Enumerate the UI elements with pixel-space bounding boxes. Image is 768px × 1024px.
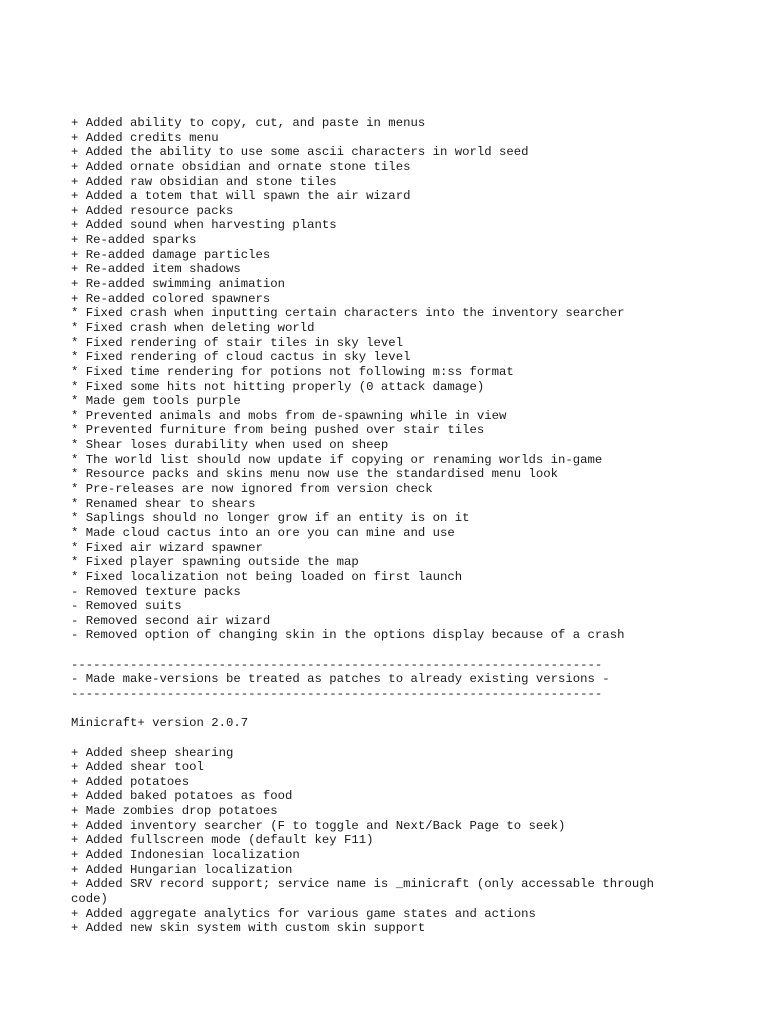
changelog-line: * Fixed rendering of stair tiles in sky level — [71, 335, 404, 350]
changelog-line: * Fixed some hits not hitting properly (0 attack damage) — [71, 379, 485, 394]
changelog-line: - Removed option of changing skin in the options display because of a crash — [71, 628, 625, 643]
changelog-line: * Fixed rendering of cloud cactus in sky level — [71, 350, 411, 365]
blank-line — [71, 731, 681, 746]
changelog-line: + Added ability to copy, cut, and paste in menus — [71, 116, 426, 130]
changelog-line: + Added sheep shearing — [71, 745, 234, 760]
changelog-line: * Fixed time rendering for potions not following m:ss format — [71, 364, 514, 379]
notice-rule-bottom: ------------------------------------------------------------------------ — [71, 686, 603, 701]
changelog-line: * Made cloud cactus into an ore you can mine and use — [71, 525, 455, 540]
changelog-line: + Re-added damage particles — [71, 247, 271, 262]
changelog-line: + Added potatoes — [71, 774, 190, 789]
changelog-line: * Saplings should no longer grow if an entity is on it — [71, 511, 470, 526]
blank-line — [71, 643, 681, 658]
changelog-line: * Prevented animals and mobs from de-spawning while in view — [71, 408, 507, 423]
changelog-line: * Resource packs and skins menu now use the standardised menu look — [71, 467, 559, 482]
changelog-line: + Added SRV record support; service name is _minicraft (only accessable through — [71, 877, 654, 892]
changelog-line: * Shear loses durability when used on sheep — [71, 438, 389, 453]
changelog-document — [71, 116, 681, 936]
changelog-line: + Added Hungarian localization — [71, 862, 293, 877]
changelog-line: + Added ornate obsidian and ornate stone tiles — [71, 159, 411, 174]
changelog-line: + Re-added colored spawners — [71, 291, 271, 306]
changelog-line: * Fixed player spawning outside the map — [71, 555, 359, 570]
changelog-section-list — [71, 746, 681, 936]
blank-line — [71, 702, 681, 717]
changelog-line: * Fixed localization not being loaded on first launch — [71, 569, 463, 584]
changelog-line: + Re-added swimming animation — [71, 277, 286, 292]
changelog-line: * Pre-releases are now ignored from version check — [71, 482, 433, 497]
changelog-line: * Prevented furniture from being pushed over stair tiles — [71, 423, 485, 438]
changelog-line: + Added resource packs — [71, 203, 234, 218]
changelog-line: * Fixed crash when deleting world — [71, 320, 315, 335]
changelog-line: + Added new skin system with custom skin support — [71, 921, 426, 936]
changelog-line: - Removed suits — [71, 599, 182, 614]
changelog-line: + Added credits menu — [71, 130, 219, 145]
changelog-line: * Renamed shear to shears — [71, 496, 256, 511]
changelog-line: * The world list should now update if copying or renaming worlds in-game — [71, 452, 603, 467]
changelog-line: + Added Indonesian localization — [71, 848, 300, 863]
changelog-line: + Added sound when harvesting plants — [71, 218, 337, 233]
changelog-line: - Removed texture packs — [71, 584, 241, 599]
changelog-line: + Added inventory searcher (F to toggle and Next/Back Page to seek) — [71, 818, 566, 833]
changelog-line: + Made zombies drop potatoes — [71, 804, 278, 819]
changelog-line: + Added fullscreen mode (default key F11) — [71, 833, 374, 848]
changelog-line: * Fixed air wizard spawner — [71, 540, 263, 555]
changelog-line: code) — [71, 891, 108, 906]
changelog-line: + Re-added sparks — [71, 233, 197, 248]
changelog-line: + Added baked potatoes as food — [71, 789, 293, 804]
notice-rule-top: ------------------------------------------------------------------------ — [71, 657, 603, 672]
version-heading: Minicraft+ version 2.0.7 — [71, 716, 249, 731]
changelog-section-list — [71, 116, 681, 643]
changelog-line: + Added the ability to use some ascii characters in world seed — [71, 145, 529, 160]
changelog-line: * Made gem tools purple — [71, 394, 241, 409]
notice-box — [71, 658, 681, 702]
changelog-line: + Re-added item shadows — [71, 262, 241, 277]
notice-text: - Made make-versions be treated as patches to already existing versions - — [71, 672, 610, 687]
changelog-line: + Added aggregate analytics for various game states and actions — [71, 906, 536, 921]
changelog-line: * Fixed crash when inputting certain characters into the inventory searcher — [71, 306, 625, 321]
changelog-line: - Removed second air wizard — [71, 613, 271, 628]
changelog-line: + Added raw obsidian and stone tiles — [71, 174, 337, 189]
changelog-line: + Added shear tool — [71, 760, 204, 775]
changelog-line: + Added a totem that will spawn the air wizard — [71, 189, 411, 204]
